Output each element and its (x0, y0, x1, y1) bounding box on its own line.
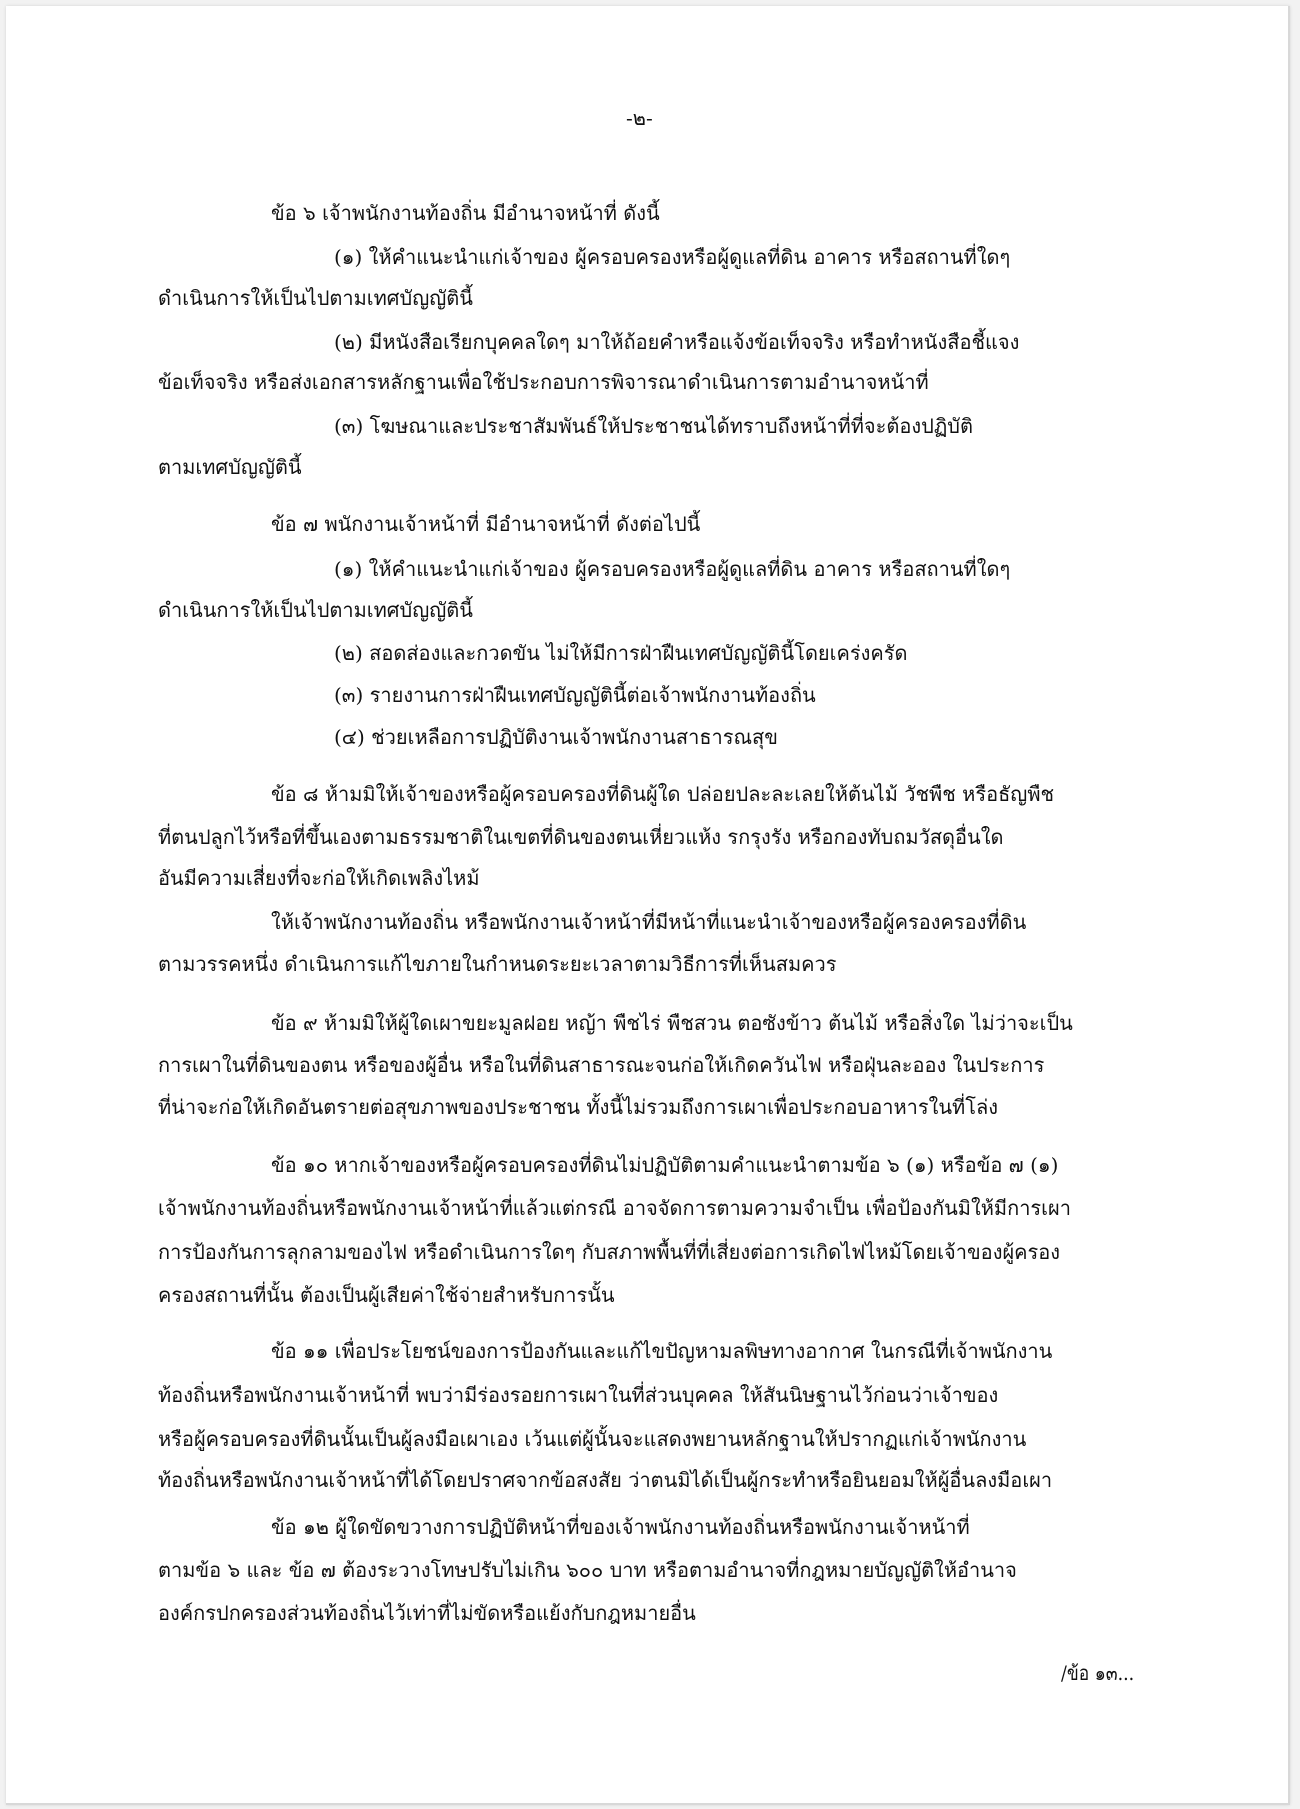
clause-6-item-2-line-1: (๒) มีหนังสือเรียกบุคคลใดๆ มาให้ถ้อยคำหรือแจ้งข้อเท็จจริง หรือทำหนังสือชี้แจง (334, 330, 1020, 354)
clause-11-line-3: หรือผู้ครอบครองที่ดินนั้นเป็นผู้ลงมือเผาเอง เว้นแต่ผู้นั้นจะแสดงพยานหลักฐานให้ปรากฏแก่เจ้าพนักงาน (158, 1427, 1027, 1451)
clause-12-line-2: ตามข้อ ๖ และ ข้อ ๗ ต้องระวางโทษปรับไม่เกิน ๖๐๐ บาท หรือตามอำนาจที่กฎหมายบัญญัติให้อำนาจ (158, 1558, 1017, 1582)
clause-8-line-3: อันมีความเสี่ยงที่จะก่อให้เกิดเพลิงไหม้ (158, 866, 480, 890)
clause-6-item-1-line-1: (๑) ให้คำแนะนำแก่เจ้าของ ผู้ครอบครองหรือผู้ดูแลที่ดิน อาคาร หรือสถานที่ใดๆ (334, 245, 1011, 269)
clause-7-item-4: (๔) ช่วยเหลือการปฏิบัติงานเจ้าพนักงานสาธารณสุข (334, 725, 778, 749)
clause-9-line-3: ที่น่าจะก่อให้เกิดอันตรายต่อสุขภาพของประชาชน ทั้งนี้ไม่รวมถึงการเผาเพื่อประกอบอาหารในที่โล่ง (158, 1095, 998, 1119)
clause-11-line-2: ท้องถิ่นหรือพนักงานเจ้าหน้าที่ พบว่ามีร่องรอยการเผาในที่ส่วนบุคคล ให้สันนิษฐานไว้ก่อนว่าเจ้าของ (158, 1383, 999, 1407)
clause-7-item-3: (๓) รายงานการฝ่าฝืนเทศบัญญัตินี้ต่อเจ้าพนักงานท้องถิ่น (334, 683, 816, 707)
clause-9-line-2: การเผาในที่ดินของตน หรือของผู้อื่น หรือในที่ดินสาธารณะจนก่อให้เกิดควันไฟ หรือฝุ่นละออง ในประการ (158, 1053, 1045, 1077)
clause-12-line-1: ข้อ ๑๒ ผู้ใดขัดขวางการปฏิบัติหน้าที่ของเจ้าพนักงานท้องถิ่นหรือพนักงานเจ้าหน้าที่ (271, 1515, 970, 1539)
clause-8-line-2: ที่ตนปลูกไว้หรือที่ขึ้นเองตามธรรมชาติในเขตที่ดินของตนเหี่ยวแห้ง รกรุงรัง หรือกองทับถมวัสดุอื่นใด (158, 825, 1004, 849)
clause-7-heading: ข้อ ๗ พนักงานเจ้าหน้าที่ มีอำนาจหน้าที่ ดังต่อไปนี้ (271, 512, 701, 536)
clause-6-item-3-line-1: (๓) โฆษณาและประชาสัมพันธ์ให้ประชาชนได้ทราบถึงหน้าที่ที่จะต้องปฏิบัติ (334, 414, 973, 438)
clause-6-item-3-line-2: ตามเทศบัญญัตินี้ (158, 455, 302, 479)
document-page (6, 6, 1290, 1805)
clause-7-item-2: (๒) สอดส่องและกวดขัน ไม่ให้มีการฝ่าฝืนเทศบัญญัตินี้โดยเคร่งครัด (334, 641, 908, 665)
clause-10-line-3: การป้องกันการลุกลามของไฟ หรือดำเนินการใดๆ กับสภาพพื้นที่ที่เสี่ยงต่อการเกิดไฟไหม้โดยเจ้าของผู้ครอง (158, 1240, 1061, 1264)
clause-10-line-4: ครองสถานที่นั้น ต้องเป็นผู้เสียค่าใช้จ่ายสำหรับการนั้น (158, 1283, 615, 1307)
clause-8-line-1: ข้อ ๘ ห้ามมิให้เจ้าของหรือผู้ครอบครองที่ดินผู้ใด ปล่อยปละละเลยให้ต้นไม้ วัชพืช หรือธัญพืช (271, 782, 1055, 806)
clause-8-line-4: ให้เจ้าพนักงานท้องถิ่น หรือพนักงานเจ้าหน้าที่มีหน้าที่แนะนำเจ้าของหรือผู้ครองครองที่ดิน (271, 910, 1027, 934)
clause-11-line-4: ท้องถิ่นหรือพนักงานเจ้าหน้าที่ได้โดยปราศจากข้อสงสัย ว่าตนมิได้เป็นผู้กระทำหรือยินยอมให้ผู้อื่นลงมือเผา (158, 1468, 1053, 1492)
clause-10-line-2: เจ้าพนักงานท้องถิ่นหรือพนักงานเจ้าหน้าที่แล้วแต่กรณี อาจจัดการตามความจำเป็น เพื่อป้องกันมิให้มีการเผา (158, 1196, 1071, 1220)
clause-10-line-1: ข้อ ๑๐ หากเจ้าของหรือผู้ครอบครองที่ดินไม่ปฏิบัติตามคำแนะนำตามข้อ ๖ (๑) หรือข้อ ๗ (๑) (271, 1153, 1059, 1177)
clause-11-line-1: ข้อ ๑๑ เพื่อประโยชน์ของการป้องกันและแก้ไขปัญหามลพิษทางอากาศ ในกรณีที่เจ้าพนักงาน (271, 1339, 1053, 1363)
document-body (6, 6, 1288, 1803)
continuation-marker: /ข้อ ๑๓... (1061, 1661, 1135, 1685)
clause-6-item-2-line-2: ข้อเท็จจริง หรือส่งเอกสารหลักฐานเพื่อใช้ประกอบการพิจารณาดำเนินการตามอำนาจหน้าที่ (158, 370, 929, 394)
clause-7-item-1-line-1: (๑) ให้คำแนะนำแก่เจ้าของ ผู้ครอบครองหรือผู้ดูแลที่ดิน อาคาร หรือสถานที่ใดๆ (334, 557, 1011, 581)
clause-6-heading: ข้อ ๖ เจ้าพนักงานท้องถิ่น มีอำนาจหน้าที่ ดังนี้ (271, 201, 660, 225)
page-number: -๒- (626, 106, 653, 130)
clause-12-line-3: องค์กรปกครองส่วนท้องถิ่นไว้เท่าที่ไม่ขัดหรือแย้งกับกฎหมายอื่น (158, 1601, 696, 1625)
clause-9-line-1: ข้อ ๙ ห้ามมิให้ผู้ใดเผาขยะมูลฝอย หญ้า พืชไร่ พืชสวน ตอซังข้าว ต้นไม้ หรือสิ่งใด ไม่ว่าจะเป็น (271, 1011, 1073, 1035)
clause-6-item-1-line-2: ดำเนินการให้เป็นไปตามเทศบัญญัตินี้ (158, 286, 473, 310)
clause-8-line-5: ตามวรรคหนึ่ง ดำเนินการแก้ไขภายในกำหนดระยะเวลาตามวิธีการที่เห็นสมควร (158, 952, 837, 976)
clause-7-item-1-line-2: ดำเนินการให้เป็นไปตามเทศบัญญัตินี้ (158, 598, 473, 622)
